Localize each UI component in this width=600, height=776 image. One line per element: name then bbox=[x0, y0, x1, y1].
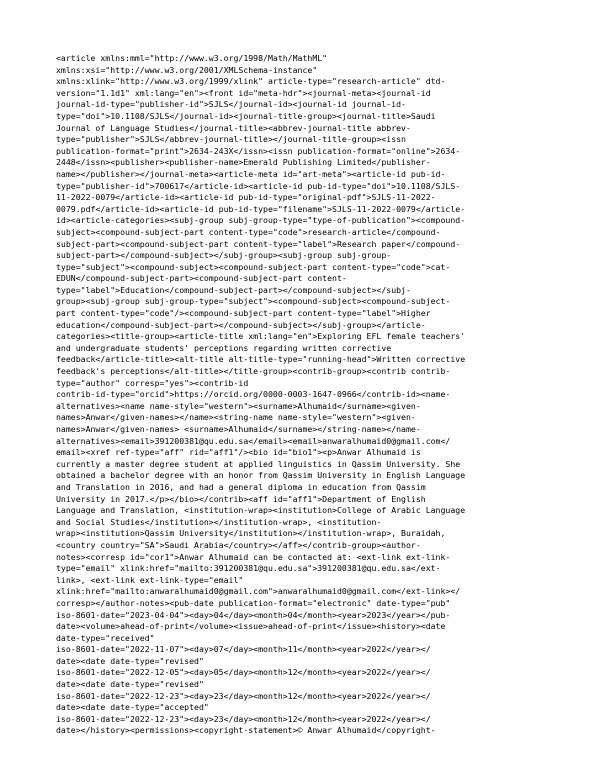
text-line: feedback's perceptions</alt-title></title-group><contrib-group><contrib contrib- bbox=[56, 366, 451, 377]
text-line: type="label">Education</compound-subject-part></compound-subject></subj- bbox=[56, 284, 411, 295]
text-line: obtained a bachelor degree with an honor from Qassim University in English Language bbox=[56, 470, 466, 481]
text-line: xmlns:xsi="http://www.w3.org/2001/XMLSchema-instance" bbox=[56, 64, 318, 75]
text-line: date></history><permissions><copyright-statement>© Anwar Alhumaid</copyright- bbox=[56, 725, 436, 736]
text-line: alternatives><name name-style="western"><surname>Alhumaid</surname><given- bbox=[56, 400, 421, 411]
text-line: iso-8601-date="2023-04-04"><day>04</day><month>04</month><year>2023</year></pub- bbox=[56, 609, 451, 620]
text-line: iso-8601-date="2022-12-23"><day>23</day><month>12</month><year>2022</year></ bbox=[56, 713, 431, 724]
text-line: iso-8601-date="2022-12-23"><day>23</day><month>12</month><year>2022</year></ bbox=[56, 690, 431, 701]
text-line: EDUN</compound-subject-part><compound-subject-part content- bbox=[56, 273, 347, 284]
text-line: 0079.pdf</article-id><article-id pub-id-type="filename">SJLS-11-2022-0079</article- bbox=[56, 203, 466, 214]
text-line: subject><compound-subject-part content-type="code">research-article</compound- bbox=[56, 226, 441, 237]
text-line: journal-id-type="publisher-id">SJLS</journal-id><journal-id journal-id- bbox=[56, 99, 406, 110]
text-line: alternatives><email>391200381@qu.edu.sa</email><email>anwaralhumaid0@gmail.com</ bbox=[56, 435, 451, 446]
text-line: date><date date-type="revised" bbox=[56, 655, 204, 666]
text-line: type="doi">10.1108/SJLS</journal-id><journal-title-group><journal-title>Saudi bbox=[56, 110, 436, 121]
text-line: subject-part><compound-subject-part content-type="label">Research paper</compound- bbox=[56, 238, 461, 249]
text-line: education</compound-subject-part></compound-subject></subj-group></article- bbox=[56, 319, 426, 330]
text-line: subject-part></compound-subject></subj-group><subj-group subj-group- bbox=[56, 250, 392, 261]
text-line: iso-8601-date="2022-11-07"><day>07</day><month>11</month><year>2022</year></ bbox=[56, 644, 431, 655]
text-line: 2448</issn><publisher><publisher-name>Emerald Publishing Limited</publisher- bbox=[56, 157, 431, 168]
text-line: names>Anwar</given-names> <surname>Alhumaid</surname></string-name></name- bbox=[56, 424, 421, 434]
text-line: categories><title-group><article-title xml:lang="en">Exploring EFL female teachers' bbox=[56, 331, 466, 342]
text-line: contrib-id-type="orcid">https://orcid.org/0000-0003-1647-0966</contrib-id><name- bbox=[56, 389, 451, 400]
text-line: type="publisher">SJLS</abbrev-journal-title></journal-title-group><issn bbox=[56, 134, 406, 145]
text-line: University in 2017.</p></bio></contrib><aff id="aff1">Department of English bbox=[56, 493, 426, 504]
text-line: date><date date-type="revised" bbox=[56, 679, 204, 690]
text-line: names>Anwar</given-names></name><string-name name-style="western"><given- bbox=[56, 412, 416, 423]
text-line: and Social Studies</institution></institution-wrap>, <institution- bbox=[56, 516, 382, 527]
text-line: type="email" xlink:href="mailto:391200381@qu.edu.sa">391200381@qu.edu.sa</ext- bbox=[56, 563, 441, 574]
text-line: Language and Translation, <institution-wrap><institution>College of Arabic Language bbox=[56, 505, 466, 516]
text-line: <article xmlns:mml="http://www.w3.org/1998/Math/MathML" bbox=[56, 53, 328, 63]
text-line: date><date date-type="accepted" bbox=[56, 702, 209, 713]
text-line: publication-format="print">2634-243X</issn><issn publication-format="online">2634- bbox=[56, 145, 461, 156]
text-line: version="1.1d1" xml:lang="en"><front id="meta-hdr"><journal-meta><journal-id bbox=[56, 87, 431, 98]
text-line: date><volume>ahead-of-print</volume><issue>ahead-of-print</issue><history><date bbox=[56, 621, 446, 632]
text-line: wrap><institution>Qassim University</institution></institution-wrap>, Buraidah, bbox=[56, 528, 446, 539]
text-line: Journal of Language Studies</journal-title><abbrev-journal-title abbrev- bbox=[56, 122, 411, 133]
text-line: group><subj-group subj-group-type="subject"><compound-subject><compound-subject- bbox=[56, 296, 451, 307]
text-line: xlink:href="mailto:anwaralhumaid0@gmail.com">anwaralhumaid0@gmail.com</ext-link></ bbox=[56, 586, 461, 597]
text-line: <country country="SA">Saudi Arabia</country></aff></contrib-group><author- bbox=[56, 539, 421, 550]
text-line: name></publisher></journal-meta><article-meta id="art-meta"><article-id pub-id- bbox=[56, 168, 446, 179]
text-line: type="subject"><compound-subject><compound-subject-part content-type="code">cat- bbox=[56, 261, 451, 272]
text-line: iso-8601-date="2022-12-05"><day>05</day><month>12</month><year>2022</year></ bbox=[56, 667, 431, 678]
text-line: email><xref ref-type="aff" rid="aff1"/><bio id="bio1"><p>Anwar Alhumaid is bbox=[56, 447, 421, 458]
text-line: date-type="received" bbox=[56, 632, 155, 643]
text-line: link>, <ext-link ext-link-type="email" bbox=[56, 574, 244, 585]
text-line: corresp></author-notes><pub-date publication-format="electronic" date-type="pub" bbox=[56, 597, 451, 608]
text-line: id><article-categories><subj-group subj-group-type="type-of-publication"><compound- bbox=[56, 215, 466, 226]
text-line: notes><corresp id="cor1">Anwar Alhumaid can be contacted at: <ext-link ext-link- bbox=[56, 551, 451, 562]
text-line: type="author" corresp="yes"><contrib-id bbox=[56, 377, 249, 388]
text-line: part content-type="code"/><compound-subject-part content-type="label">Higher bbox=[56, 308, 431, 319]
text-line: xmlns:xlink="http://www.w3.org/1999/xlink" article-type="research-article" dtd- bbox=[56, 76, 446, 87]
text-line: feedback</article-title><alt-title alt-title-type="running-head">Written corrective bbox=[56, 354, 466, 365]
text-line: currently a master degree student at applied linguistics in Qassim University. She bbox=[56, 458, 461, 469]
text-line: and undergraduate students' perceptions regarding written corrective bbox=[56, 342, 392, 353]
text-line: and Translation in 2016, and had a general diploma in education from Qassim bbox=[56, 481, 426, 492]
text-line: type="publisher-id">700617</article-id><article-id pub-id-type="doi">10.1108/SJLS- bbox=[56, 180, 461, 191]
text-line: 11-2022-0079</article-id><article-id pub-id-type="original-pdf">SJLS-11-2022- bbox=[56, 192, 436, 203]
xml-source-text bbox=[56, 53, 596, 737]
